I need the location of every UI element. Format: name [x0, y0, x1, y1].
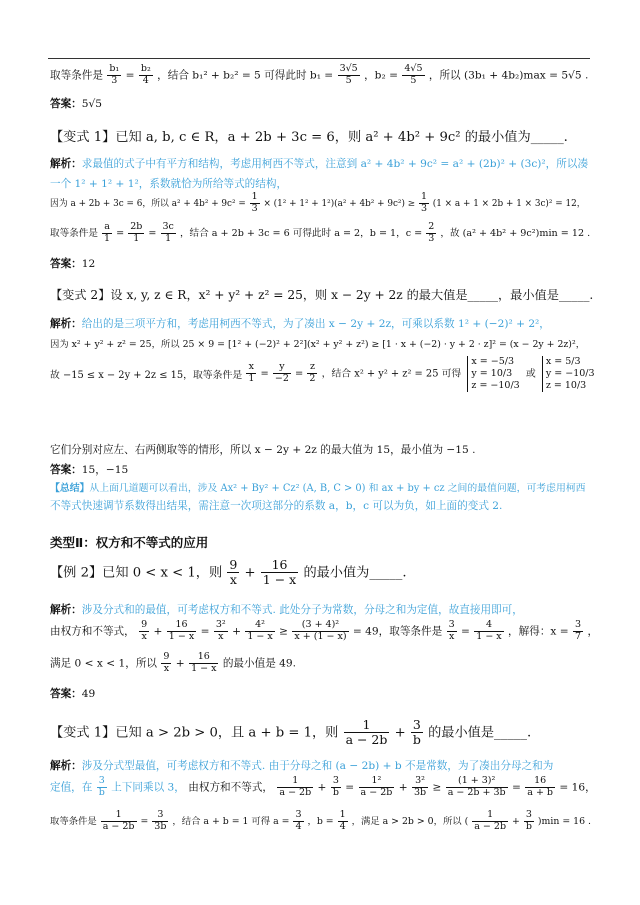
variant-3-conclusion: 取等条件是 $\frac{1}{a - 2b}$ = $\frac{3}{3b}$ ，结合 a + b = 1 可得 a = $\frac{3}{4}$ ，b = $\frac{1}{4}$ ，满足 a > 2b > 0，所以 ( $\frac{1}{a - 2b}$ + $\frac{3}{b}$ )min = 16 .: [50, 809, 592, 832]
equality-condition-line: 取等条件是 $\frac{\text{b₁}}{3}$ = $\frac{\text{b₂}}{4}$ ，结合 b₁² + b₂² = 5 可得此时 b₁ = $\frac{3√5}{5}$ ，b₂ = $\frac{4√5}{5}$ ，所以 (3b₁ + 4b₂)max = 5√5 .: [50, 63, 589, 86]
variant-1-equality: 取等条件是 $\frac{a}{1}$ = $\frac{2b}{1}$ = $\frac{3c}{1}$ ，结合 a + 2b + 3c = 6 可得此时 a = 2，b = 1，c = $\frac{2}{3}$ ，故 (a² + 4b² + 9c²)min = 12 .: [50, 221, 591, 244]
example-2-title: 【例 2】已知 0 < x < 1，则 $\frac{9}{x}$ + $\frac{16}{1 - x}$ 的最小值为_____.: [50, 557, 407, 588]
variant-3-analysis: 解析：涉及分式型最值，可考虑权方和不等式. 由于分母之和 (a − 2b) + b 不是常数，为了凑出分母之和为: [50, 760, 554, 772]
variant-2-derivation: 因为 x² + y² + z² = 25，所以 25 × 9 = [1² + (−2)² + 2²](x² + y² + z²) ≥ [1 · x + (−2) · y + 2 · z]² = (x − 2y + 2z)²，: [50, 339, 586, 350]
section-heading: 类型Ⅱ：权方和不等式的应用: [50, 535, 209, 550]
solution-system-1: x = −5/3 y = 10/3 z = −10/3: [467, 356, 519, 392]
variant-2-title: 【变式 2】设 x, y, z ∈ R，x² + y² + z² = 25，则 x − 2y + 2z 的最大值是_____，最小值是_____.: [50, 288, 594, 302]
text: 取等条件是: [50, 69, 103, 82]
example-2-answer: 答案：49: [50, 688, 96, 700]
example-2-derivation: 由权方和不等式， $\frac{9}{x}$ + $\frac{16}{1 - x}$ = $\frac{\text{3²}}{x}$ + $\frac{\text{4²}}{1 - x}$ ≥ $\frac{\text{(3 + 4)²}}{x + (1 - x)}$ = 49，取等条件是 $\frac{3}{x}$ = $\frac{4}{1 - x}$ ，解得：x = $\frac{3}{7}$ ，: [50, 619, 599, 642]
top-rule: [48, 58, 590, 59]
variant-1-analysis: 解析：求最值的式子中有平方和结构，考虑用柯西不等式，注意到 a² + 4b² + 9c² = a² + (2b)² + (3c)²，所以凑: [50, 158, 589, 170]
variant-2-analysis: 解析：给出的是三项平方和，考虑用柯西不等式，为了凑出 x − 2y + 2z，可乘以系数 1² + (−2)² + 2²，: [50, 318, 550, 330]
variant-2-equality: 故 −15 ≤ x − 2y + 2z ≤ 15，取等条件是 $\frac{x}{1}$ = $\frac{y}{-2}$ = $\frac{z}{2}$ ，结合 x² + y² + z² = 25 可得 x = −5/3 y = 10/3 z = −10/3 或 x = 5/3 y = −10/3 z = 10/3: [50, 356, 595, 391]
variant-3-derivation: 定值，在 $\frac{3}{b}$ 上下同乘以 3， 由权方和不等式， $\frac{1}{a - 2b}$ + $\frac{3}{b}$ = $\frac{\text{1²}}{a - 2b}$ + $\frac{\text{3²}}{3b}$ ≥ $\frac{\text{(1 + 3)²}}{a - 2b + 3b}$ = $\frac{16}{a + b}$ = 16，: [50, 775, 596, 798]
variant-2-answer: 答案：15，−15: [50, 464, 129, 476]
variant-2-conclusion: 它们分别对应左、右两侧取等的情形，所以 x − 2y + 2z 的最大值为 15，最小值为 −15 .: [50, 444, 476, 456]
variant-3-title: 【变式 1】已知 a > 2b > 0，且 a + b = 1，则 $\frac{1}{a - 2b}$ + $\frac{3}{b}$ 的最小值是_____.: [50, 717, 532, 748]
variant-1-answer: 答案：12: [50, 258, 96, 270]
answer-1: 答案：5√5: [50, 98, 103, 110]
variant-1-derivation: 因为 a + 2b + 3c = 6，所以 a² + 4b² + 9c² = $\frac{1}{3}$ × (1² + 1² + 1²)(a² + 4b² + 9c²) ≥ $\frac{1}{3}$ (1 × a + 1 × 2b + 1 × 3c)² = 12，: [50, 191, 586, 214]
example-2-conclusion: 满足 0 < x < 1，所以 $\frac{9}{x}$ + $\frac{16}{1 - x}$ 的最小值是 49.: [50, 651, 297, 674]
fraction: $\frac{3√5}{5}$: [339, 63, 358, 86]
variant-1-title: 【变式 1】已知 a, b, c ∈ R，a + 2b + 3c = 6，则 a² + 4b² + 9c² 的最小值为_____.: [50, 130, 568, 145]
fraction: $\frac{4√5}{5}$: [404, 63, 423, 86]
fraction: $\frac{\text{b₂}}{4}$: [140, 63, 151, 86]
summary-cont: 不等式快速调节系数得出结果，需注意一次项这部分的系数 a，b，c 可以为负，如上面的变式 2.: [50, 500, 503, 512]
fraction: $\frac{\text{b₁}}{3}$: [109, 63, 120, 86]
variant-1-analysis-cont: 一个 1² + 1² + 1²，系数就恰为所给等式的结构，: [50, 178, 288, 190]
summary: 【总结】从上面几道题可以看出，涉及 Ax² + By² + Cz² (A, B, C > 0) 和 ax + by + cz 之间的最值问题，可考虑用柯西: [50, 483, 586, 494]
example-2-analysis: 解析：涉及分式和的最值，可考虑权方和不等式. 此处分子为常数，分母之和为定值，故直接用即可，: [50, 604, 523, 616]
solution-system-2: x = 5/3 y = −10/3 z = 10/3: [542, 356, 595, 392]
